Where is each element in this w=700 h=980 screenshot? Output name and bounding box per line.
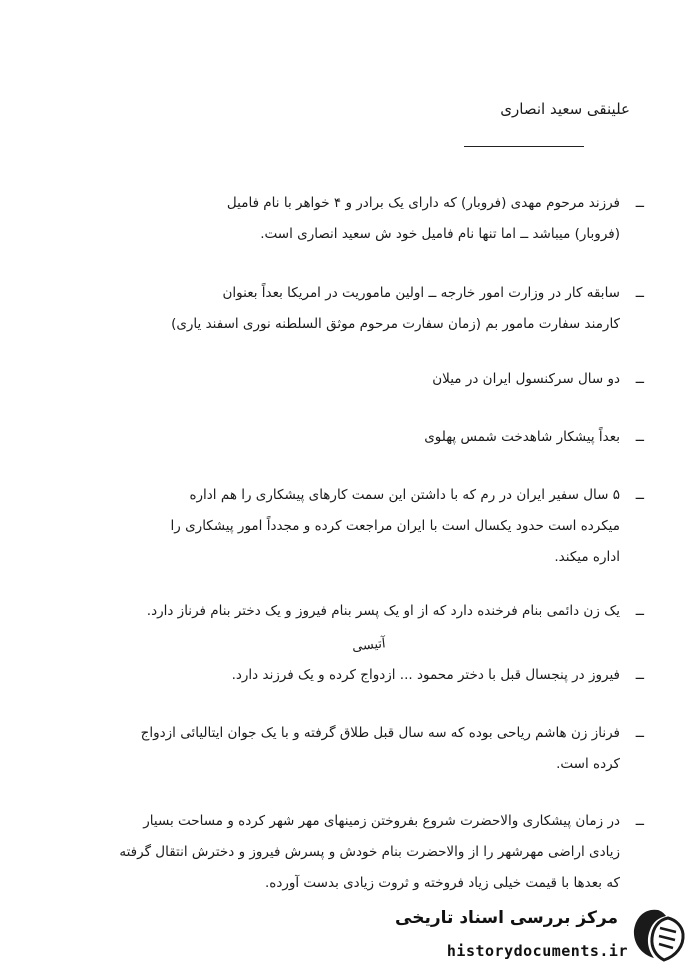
paragraph-line: اداره میکند.	[554, 549, 620, 565]
paragraph-line: دو سال سرکنسول ایران در میلان	[432, 371, 620, 387]
paragraph-item	[60, 718, 644, 780]
bullet-dash: ــ	[635, 813, 644, 829]
logo-name: مرکز بررسی اسناد تاریخی	[395, 908, 618, 928]
paragraph-item	[60, 596, 644, 627]
paragraph-line: فرناز زن هاشم ریاحی بوده که سه سال قبل طلاق گرفته و با یک جوان ایتالیائی ازدواج	[140, 725, 620, 741]
paragraph-item	[60, 188, 644, 250]
handwritten-annotation: آتیسی	[351, 636, 387, 655]
paragraph-line: میکرده است حدود یکسال است با ایران مراجعت کرده و مجدداً امور پیشکاری را	[170, 518, 620, 534]
bullet-dash: ــ	[635, 603, 644, 619]
bullet-dash: ــ	[635, 487, 644, 503]
title-underline	[464, 146, 584, 147]
bullet-dash: ــ	[635, 429, 644, 445]
document-title: علینقی سعید انصاری	[500, 100, 630, 118]
logo-url: historydocuments.ir	[446, 942, 628, 960]
paragraph-line: فیروز در پنجسال قبل با دختر محمود ... ازدواج کرده و یک فرزند دارد.	[231, 667, 620, 683]
paragraph-line: در زمان پیشکاری والاحضرت شروع بفروختن زمینهای مهر شهر کرده و مساحت بسیار	[143, 813, 620, 829]
paragraph-line: ۵ سال سفیر ایران در رم که با داشتن این سمت کارهای پیشکاری را هم اداره	[189, 487, 620, 503]
paragraph-item	[60, 278, 644, 340]
paragraph-item	[60, 422, 644, 453]
paragraph-line: کرده است.	[556, 756, 620, 772]
bullet-dash: ــ	[635, 371, 644, 387]
paragraph-line: کارمند سفارت مامور بم (زمان سفارت مرحوم موثق السلطنه نوری اسفند یاری)	[171, 316, 620, 332]
paragraph-line: (فروبار) میباشد ــ اما تنها نام فامیل خود ش سعید انصاری است.	[260, 226, 620, 242]
paragraph-line: یک زن دائمی بنام فرخنده دارد که از او یک پسر بنام فیروز و یک دختر بنام فرناز دارد.	[146, 603, 620, 619]
bullet-dash: ــ	[635, 285, 644, 301]
book-logo-icon	[628, 904, 688, 964]
watermark-logo	[395, 898, 690, 976]
bullet-dash: ــ	[635, 667, 644, 683]
paragraph-line: که بعدها با قیمت خیلی زیاد فروخته و ثروت زیادی بدست آورده.	[264, 875, 620, 891]
paragraph-item	[60, 660, 644, 691]
bullet-dash: ــ	[635, 725, 644, 741]
paragraph-item	[60, 806, 644, 899]
paragraph-item	[60, 364, 644, 395]
paragraph-line: سابقه کار در وزارت امور خارجه ــ اولین ماموریت در امریکا بعداً بعنوان	[222, 285, 620, 301]
paragraph-line: فرزند مرحوم مهدی (فروبار) که دارای یک برادر و ۴ خواهر با نام فامیل	[226, 195, 620, 211]
paragraph-line: زیادی اراضی مهرشهر را از والاحضرت بنام خودش و پسرش فیروز و دخترش انتقال گرفته	[119, 844, 620, 860]
bullet-dash: ــ	[635, 195, 644, 211]
paragraph-line: بعداً پیشکار شاهدخت شمس پهلوی	[424, 429, 620, 445]
paragraph-item	[60, 480, 644, 573]
